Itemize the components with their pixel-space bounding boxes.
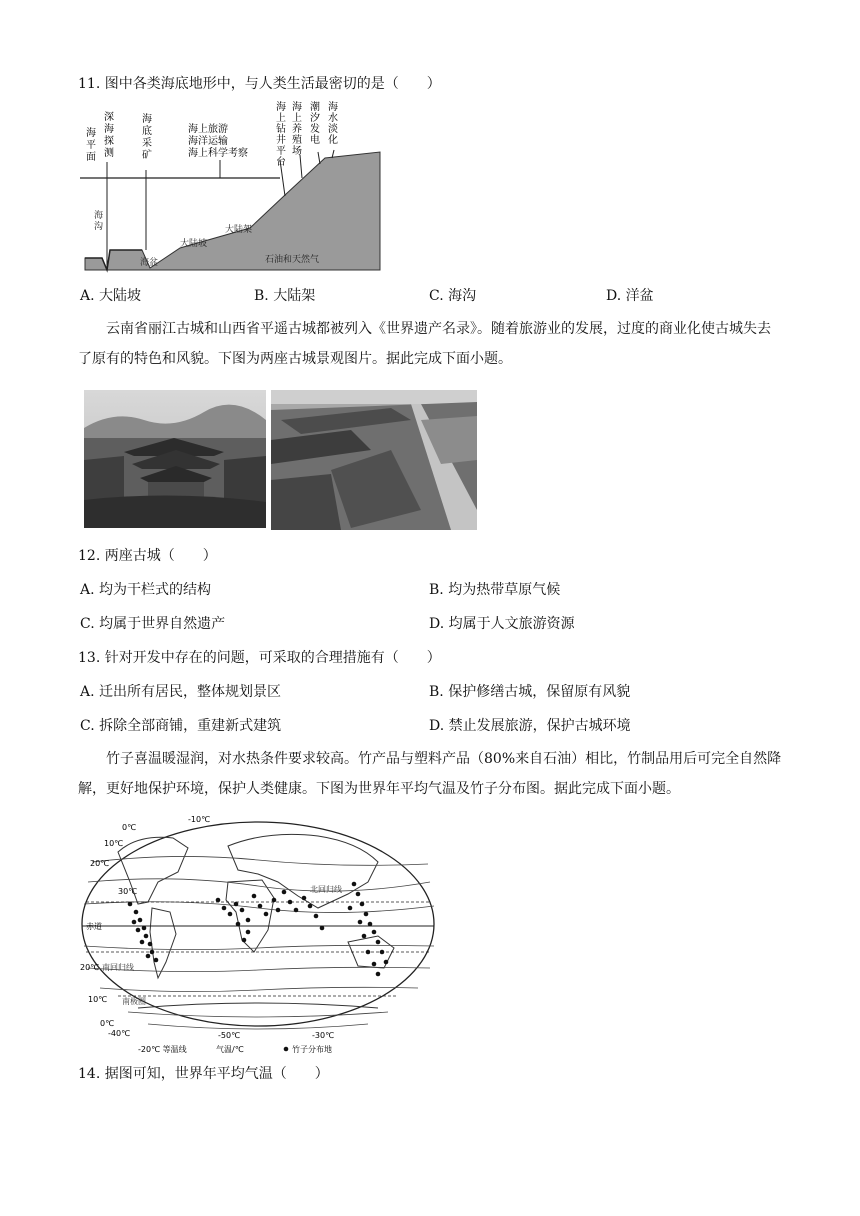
label-deep-sea-probe: 深海探测	[104, 112, 114, 159]
iso-label-10: 10℃	[104, 839, 124, 848]
q11-option-d: D. 洋盆	[606, 288, 654, 304]
label-sea-level: 海平面	[86, 128, 96, 163]
question-14-stem: 14. 据图可知，世界年平均气温（ ）	[78, 1066, 329, 1082]
q13-option-b: B. 保护修缮古城，保留原有风貌	[429, 684, 631, 700]
label-drilling-platform: 海上钻井平台	[276, 102, 286, 168]
iso-label-20: 20℃	[90, 859, 110, 868]
iso-label-20-south: 20℃	[80, 963, 100, 972]
q12-option-c: C. 均属于世界自然遗产	[80, 616, 226, 632]
iso-label-minus40: -40℃	[108, 1029, 131, 1038]
label-antarctic-circle: 南极圈	[122, 997, 146, 1006]
q13-option-c: C. 拆除全部商铺，重建新式建筑	[80, 718, 282, 734]
label-desalination: 海水淡化	[328, 102, 338, 146]
label-tidal-power: 潮汐发电	[310, 102, 320, 146]
label-tropic-of-capricorn: 南回归线	[102, 963, 134, 972]
label-seabed-mining: 海底采矿	[142, 114, 152, 161]
q11-option-a: A. 大陆坡	[80, 288, 142, 304]
legend-bamboo: 竹子分布地	[292, 1045, 332, 1054]
q12-option-b: B. 均为热带草原气候	[429, 582, 561, 598]
q11-option-c: C. 海沟	[429, 288, 477, 304]
label-continental-slope: 大陆坡	[180, 239, 208, 249]
q13-option-d: D. 禁止发展旅游，保护古城环境	[429, 718, 631, 734]
seabed-profile	[85, 152, 380, 270]
iso-label-minus10: -10℃	[188, 815, 211, 824]
question-11-stem: 11. 图中各类海底地形中，与人类生活最密切的是（ ）	[78, 76, 441, 92]
iso-label-0-south: 0℃	[100, 1019, 115, 1028]
label-equator: 赤道	[86, 922, 102, 931]
label-ocean-basin: 海盆	[140, 258, 159, 268]
iso-label-30: 30℃	[118, 887, 138, 896]
label-shelf-note: 石油和天然气	[265, 255, 320, 265]
passage-bamboo: 竹子喜温暖湿润，对水热条件要求较高。竹产品与塑料产品（80%来自石油）相比，竹制品用后可完全自然降解，更好地保护环境，保护人类健康。下图为世界年平均气温及竹子分布图。据此完成下面小题。	[78, 751, 782, 797]
label-trench: 海沟	[94, 211, 104, 232]
lijiang-photo	[84, 390, 266, 532]
iso-label-minus30: -30℃	[312, 1031, 335, 1040]
iso-label-10-south: 10℃	[88, 995, 108, 1004]
world-temperature-bamboo-map	[78, 812, 440, 1061]
q12-option-a: A. 均为干栏式的结构	[80, 582, 212, 598]
q11-option-b: B. 大陆架	[254, 288, 316, 304]
iso-label-minus50: -50℃	[218, 1031, 241, 1040]
label-marine-activities: 海上旅游海洋运输海上科学考察	[188, 124, 248, 159]
pingyao-photo	[271, 390, 477, 534]
legend-isotherm: -20℃ 等温线	[138, 1045, 187, 1054]
passage-ancient-towns: 云南省丽江古城和山西省平遥古城都被列入《世界遗产名录》。随着旅游业的发展，过度的商业化使古城失去了原有的特色和风貌。下图为两座古城景观图片。据此完成下面小题。	[78, 321, 771, 367]
legend-bamboo-dot	[284, 1047, 289, 1052]
question-12-stem: 12. 两座古城（ ）	[78, 548, 217, 564]
label-tropic-of-cancer: 北回归线	[310, 885, 342, 894]
seabed-terrain-figure	[80, 100, 385, 279]
label-continental-shelf: 大陆架	[225, 225, 253, 235]
q13-option-a: A. 迁出所有居民，整体规划景区	[80, 684, 282, 700]
question-13-stem: 13. 针对开发中存在的问题，可采取的合理措施有（ ）	[78, 650, 441, 666]
label-aquaculture: 海上养殖场	[292, 102, 302, 157]
q12-option-d: D. 均属于人文旅游资源	[429, 616, 575, 632]
legend-temperature-unit: 气温/℃	[216, 1045, 244, 1054]
iso-label-0: 0℃	[122, 823, 137, 832]
